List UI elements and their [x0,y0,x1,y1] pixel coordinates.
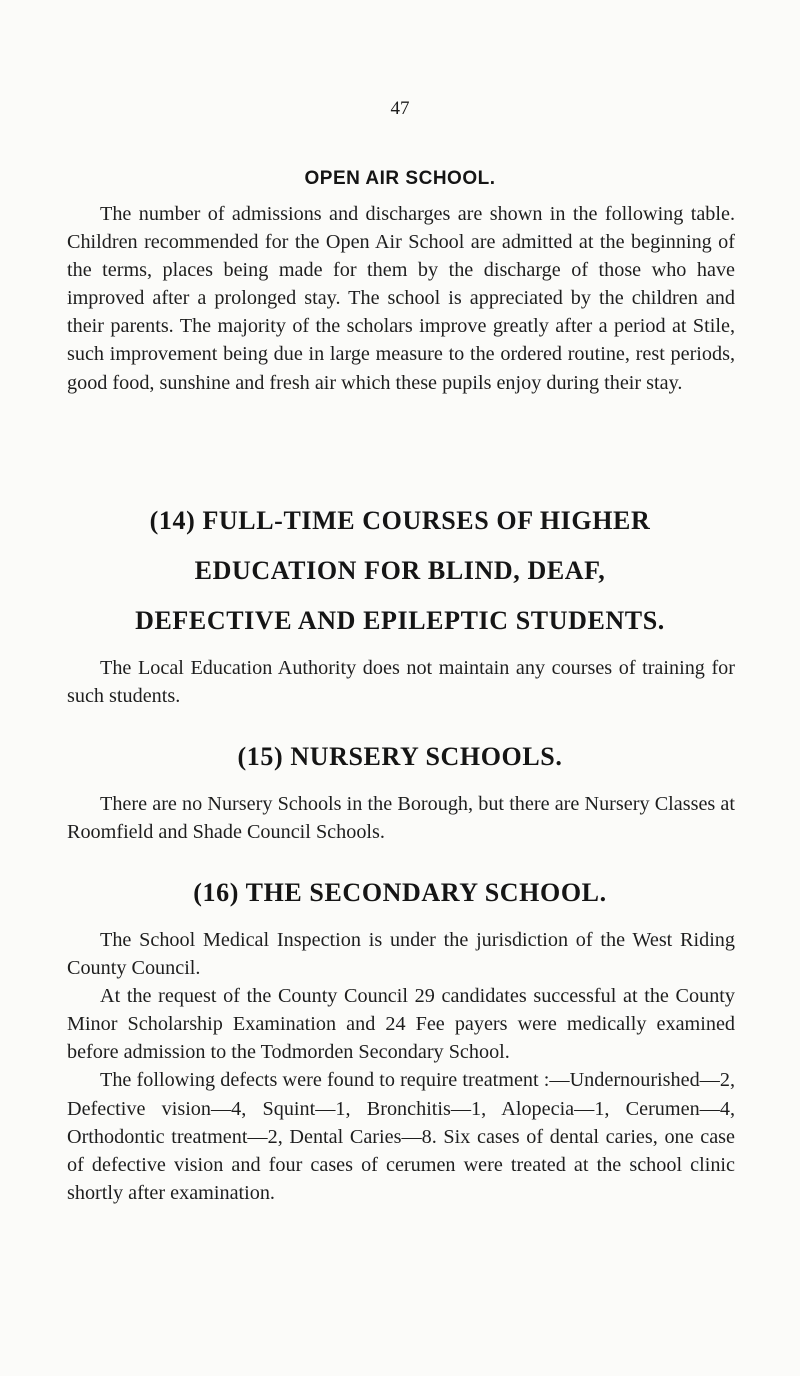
secondary-paragraph-3: The following defects were found to require treatment :—Undernourished—2, Defective vision—4, Squint—1, Bronchitis—1, Alopecia—1, Cerumen—4, Orthodontic treatment—2, Dental Caries—8. Six cases of dental caries, one case of defective vision and four cases of cerumen were treated at the school clinic shortly after examination. [67,1069,735,1204]
open-air-school-text [67,200,735,397]
nursery-paragraph: There are no Nursery Schools in the Borough, but there are Nursery Classes at Roomfield and Shade Council Schools. [67,793,735,844]
higher-education-text [67,654,735,710]
open-air-paragraph: The number of admissions and discharges are shown in the following table. Children recommended for the Open Air School are admitted at the beginning of the terms, places being made for them by the discharge of those who have improved after a prolonged stay. The school is appreciated by the children and their parents. The majority of the scholars improve greatly after a period at Stile, such improvement being due in large measure to the ordered routine, rest periods, good food, sunshine and fresh air which these pupils enjoy during their stay. [67,203,735,394]
higher-education-heading-line-2: EDUCATION FOR BLIND, DEAF, [194,556,606,585]
secondary-paragraph-2: At the request of the County Council 29 candidates successful at the County Minor Scholarship Examination and 24 Fee payers were medically examined before admission to the Todmorden Secondary School. [67,985,735,1064]
higher-education-heading-line-3: DEFECTIVE AND EPILEPTIC STUDENTS. [135,606,665,635]
secondary-paragraph-1: The School Medical Inspection is under the jurisdiction of the West Riding County Council. [67,929,735,980]
nursery-schools-heading: (15) NURSERY SCHOOLS. [237,742,563,771]
nursery-schools-text [67,790,735,846]
secondary-school-text [67,926,735,1207]
open-air-school-heading: OPEN AIR SCHOOL. [304,168,496,189]
higher-education-paragraph: The Local Education Authority does not maintain any courses of training for such students. [67,657,735,708]
higher-education-heading-line-1: (14) FULL-TIME COURSES OF HIGHER [149,506,651,535]
secondary-school-heading: (16) THE SECONDARY SCHOOL. [193,878,607,907]
page-number: 47 [390,98,410,119]
